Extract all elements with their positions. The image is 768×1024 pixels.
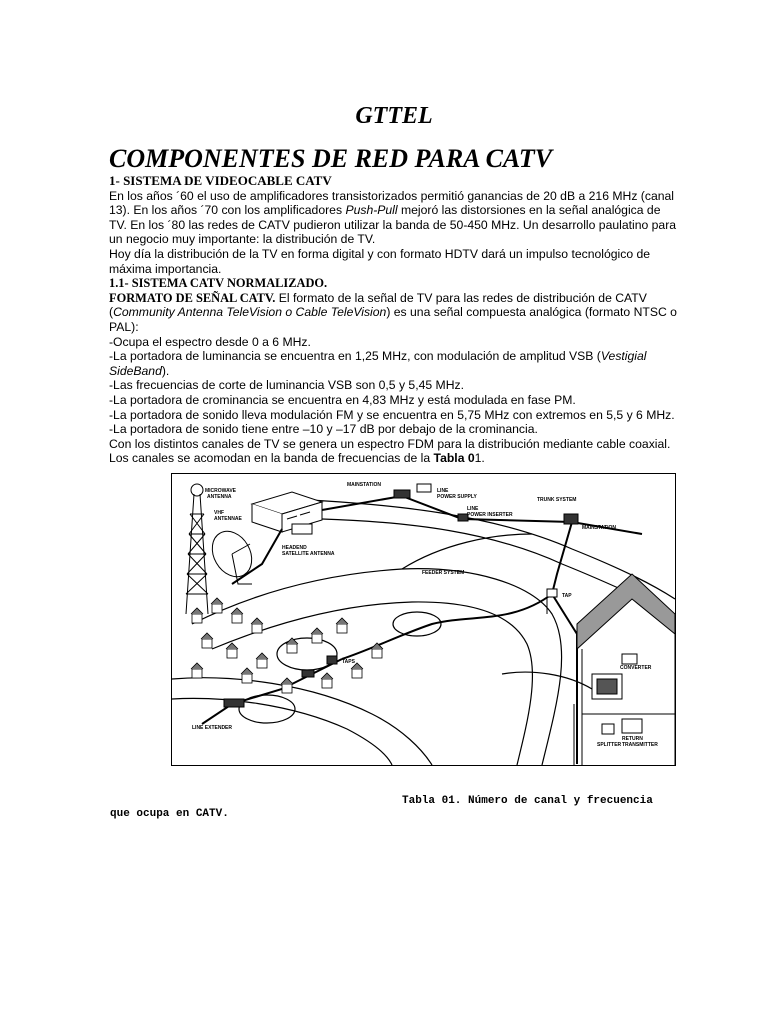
svg-text:VHF: VHF	[214, 510, 224, 516]
svg-text:POWER INSERTER: POWER INSERTER	[467, 512, 513, 518]
svg-text:TRUNK SYSTEM: TRUNK SYSTEM	[537, 497, 577, 503]
catv-network-diagram	[171, 473, 676, 766]
svg-text:MAINSTATION: MAINSTATION	[347, 482, 381, 488]
table-caption-line-2: que ocupa en CATV.	[110, 808, 229, 820]
paragraph-fdm: Con los distintos canales de TV se genera un espectro FDM para la distribución mediante cable coaxial. Los canales se acomodan en la banda de frecuencias de la Tabla 01.	[109, 436, 671, 466]
svg-text:POWER SUPPLY: POWER SUPPLY	[437, 494, 477, 500]
headend-building-icon	[252, 492, 322, 534]
list-item-sound-fm: -La portadora de sonido lleva modulación FM y se encuentra en 5,75 MHz con extremos en 5,5 y 6 MHz.	[109, 407, 675, 422]
satellite-dish-icon	[204, 524, 259, 584]
table-caption-line-1: Tabla 01. Número de canal y frecuencia	[402, 795, 653, 807]
document-title: COMPONENTES DE RED PARA CATV	[109, 144, 553, 173]
document-body	[109, 174, 681, 466]
svg-text:TAPS: TAPS	[342, 659, 355, 665]
trunk-cable	[202, 496, 642, 764]
svg-text:TAP: TAP	[562, 593, 572, 599]
paragraph-history: En los años ´60 el uso de amplificadores transistorizados permitió ganancias de 20 dB a 216 MHz (canal 13). En los años ´70 con los amplificadores Push-Pull mejoró las distorsiones en la señal analógica de TV. En los ´80 las redes de CATV pudieron utilizar la banda de 50-450 MHz. Un desarrollo paulatino para un negocio muy importante: la distribución de TV.	[109, 188, 677, 247]
paragraph-hdtv: Hoy día la distribución de la TV en forma digital y con formato HDTV dará un impulso tecnológico de máxima importancia.	[109, 246, 651, 276]
svg-text:LINE EXTENDER: LINE EXTENDER	[192, 725, 233, 731]
svg-text:LINE: LINE	[467, 506, 479, 512]
svg-text:MAINSTATION: MAINSTATION	[582, 525, 616, 531]
header-logo-text: GTTEL	[355, 103, 433, 129]
svg-text:LINE: LINE	[437, 488, 449, 494]
antenna-tower-icon	[186, 484, 208, 614]
section-heading-1: 1- SISTEMA DE VIDEOCABLE CATV	[109, 173, 332, 188]
svg-text:SPLITTER: SPLITTER	[597, 742, 622, 748]
list-item-chrominance: -La portadora de crominancia se encuentra en 4,83 MHz y está modulada en fase PM.	[109, 392, 576, 407]
svg-text:HEADEND: HEADEND	[282, 545, 307, 551]
list-item-sound-level: -La portadora de sonido tiene entre –10 y –17 dB por debajo de la crominancia.	[109, 422, 538, 437]
svg-text:SATELLITE ANTENNA: SATELLITE ANTENNA	[282, 551, 335, 557]
svg-text:TRANSMITTER: TRANSMITTER	[622, 742, 658, 748]
svg-text:CONVERTER: CONVERTER	[620, 665, 652, 671]
list-item-cutoff: -Las frecuencias de corte de luminancia VSB son 0,5 y 5,45 MHz.	[109, 378, 464, 393]
svg-text:MICROWAVE: MICROWAVE	[205, 488, 237, 494]
svg-text:RETURN: RETURN	[622, 736, 643, 742]
svg-text:FEEDER SYSTEM: FEEDER SYSTEM	[422, 570, 465, 576]
svg-text:ANTENNA: ANTENNA	[207, 494, 232, 500]
list-item-luminance: -La portadora de luminancia se encuentra en 1,25 MHz, con modulación de amplitud VSB (Vestigial SideBand).	[109, 349, 647, 378]
svg-text:ANTENNAE: ANTENNAE	[214, 516, 242, 522]
roads	[172, 499, 675, 765]
paragraph-signal-format: FORMATO DE SEÑAL CATV. El formato de la señal de TV para las redes de distribución de CATV (Community Antenna TeleVision o Cable TeleVision) es una señal compuesta analógica (formato NTSC o PAL):	[109, 290, 677, 334]
section-heading-1-1: 1.1- SISTEMA CATV NORMALIZADO.	[109, 276, 328, 291]
list-item-spectrum: -Ocupa el espectro desde 0 a 6 MHz.	[109, 334, 311, 349]
